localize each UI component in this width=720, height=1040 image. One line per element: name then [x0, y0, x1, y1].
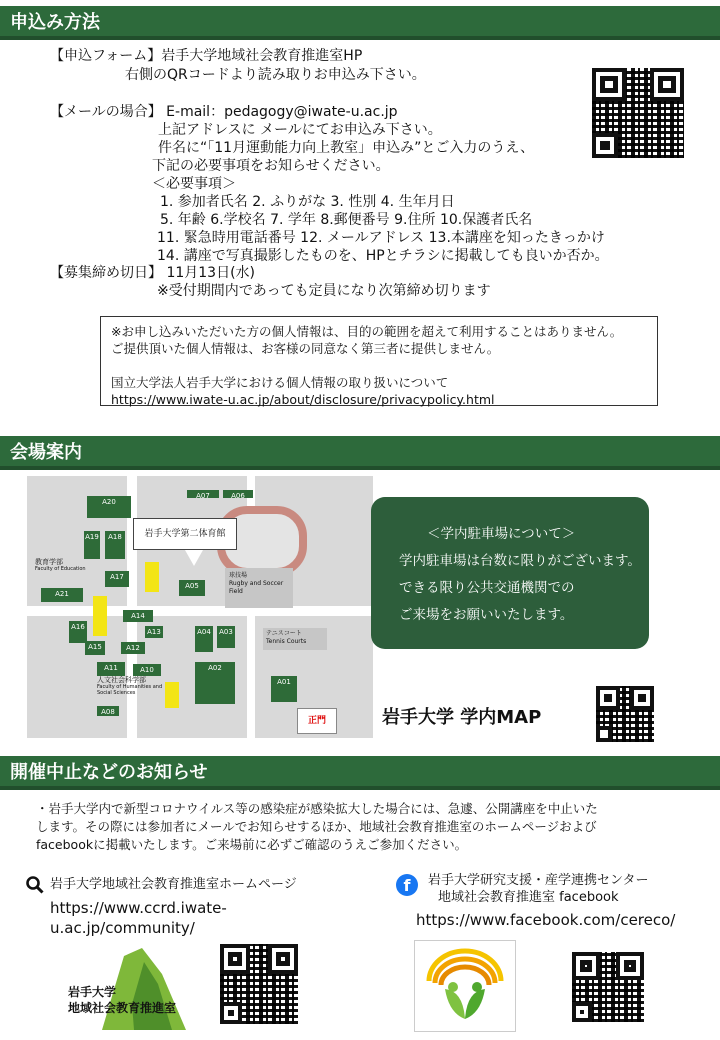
deadline: 【募集締め切日】 11月13日(水)	[50, 265, 256, 281]
privacy-policy-link[interactable]: https://www.iwate-u.ac.jp/about/disclosure/privacypolicy.html	[111, 392, 495, 407]
building-a02: A02	[195, 662, 235, 704]
notice-line-1: ・岩手大学内で新型コロナウイルス等の感染症が感染拡大した場合には、急遽、公開講座を中止いた	[36, 801, 598, 816]
logo-text-1: 岩手大学	[68, 985, 117, 999]
building-a08: A08	[97, 706, 119, 716]
parking-line-3: ご来場をお願いいたします。	[399, 607, 574, 623]
facebook-label-1: 岩手大学研究支援・産学連携センター	[428, 873, 649, 888]
building-a07: A07	[187, 490, 219, 498]
building-a06: A06	[223, 490, 253, 498]
parking-info-box	[371, 497, 649, 649]
building-a15: A15	[85, 641, 105, 655]
building-a18: A18	[105, 531, 125, 559]
campus-map	[27, 476, 373, 738]
search-icon	[26, 876, 44, 894]
form-label: 【申込フォーム】岩手大学地域社会教育推進室HP	[50, 48, 363, 64]
campus-map-qr-code[interactable]	[596, 686, 654, 742]
facebook-icon[interactable]: f	[396, 874, 418, 896]
facebook-label-2: 地域社会教育推進室 facebook	[438, 890, 619, 905]
building-a19: A19	[84, 531, 100, 559]
faculty-edu-label-en: Faculty of Education	[35, 566, 86, 573]
tennis-label: テニスコート	[266, 630, 302, 637]
building-a20: A20	[87, 496, 131, 518]
parking-title: ＜学内駐車場について＞	[427, 526, 576, 542]
yellow-building-1	[93, 596, 107, 636]
center-logo	[414, 940, 516, 1032]
logo-text-2: 地域社会教育推進室	[68, 1001, 177, 1015]
main-gate-label: 正門	[297, 708, 337, 734]
facebook-qr-code[interactable]	[572, 952, 644, 1022]
notice-line-2: します。その際には参加者にメールでお知らせするほか、地域社会教育推進室のホームページおよび	[36, 819, 597, 834]
building-a05: A05	[179, 580, 205, 596]
required-items-1: 1. 参加者氏名 2. ふりがな 3. 性別 4. 生年月日	[160, 194, 455, 210]
facebook-url[interactable]: https://www.facebook.com/cereco/	[416, 911, 676, 929]
homepage-url-line-1[interactable]: https://www.ccrd.iwate-	[50, 899, 227, 917]
homepage-qr-code[interactable]	[220, 944, 298, 1024]
tennis-label-en: Tennis Courts	[266, 637, 307, 645]
privacy-line-1: ※お申し込みいただいた方の個人情報は、目的の範囲を超えて利用することはありません。	[111, 324, 623, 339]
building-a17: A17	[105, 571, 129, 587]
gym-callout: 岩手大学第二体育館	[133, 518, 237, 550]
section-header-venue	[0, 436, 720, 470]
mail-label: 【メールの場合】 E-mail：pedagogy@iwate-u.ac.jp	[50, 104, 398, 120]
homepage-label: 岩手大学地域社会教育推進室ホームページ	[50, 877, 297, 892]
community-logo	[62, 944, 194, 1034]
mail-line-2: 件名に“「11月運動能力向上教室」申込み”とご入力のうえ、	[158, 140, 535, 156]
faculty-edu-label: 教育学部	[35, 558, 63, 566]
field-label: 球技場	[229, 572, 248, 579]
section-title: 申込み方法	[10, 12, 100, 33]
campus-map-label: 岩手大学 学内MAP	[382, 707, 542, 728]
section-title: 会場案内	[10, 442, 82, 463]
privacy-line-3: 国立大学法人岩手大学における個人情報の取り扱いについて	[111, 375, 449, 390]
building-a03: A03	[217, 626, 235, 648]
building-a10: A10	[133, 664, 161, 676]
faculty-hum-label-en: Faculty of Humanities and Social Sciences	[97, 684, 163, 697]
building-a04: A04	[195, 626, 213, 652]
privacy-notice-box	[100, 316, 658, 406]
required-items-4: 14. 講座で写真撮影したものを、HPとチラシに掲載しても良いか否か。	[157, 248, 609, 264]
yellow-building-2	[145, 562, 159, 592]
privacy-line-2: ご提供頂いた個人情報は、お客様の同意なく第三者に提供しません。	[111, 341, 500, 356]
building-a13: A13	[145, 626, 163, 638]
homepage-url-line-2[interactable]: u.ac.jp/community/	[50, 919, 195, 937]
form-qr-code[interactable]	[592, 68, 684, 158]
notice-line-3: facebookに掲載いたします。ご来場前に必ずご確認のうえご参加ください。	[36, 837, 468, 852]
section-header-notice	[0, 756, 720, 790]
building-a11: A11	[97, 662, 125, 676]
building-a16: A16	[69, 621, 87, 643]
building-a14: A14	[123, 610, 153, 622]
parking-line-2: できる限り公共交通機関での	[399, 580, 575, 596]
building-a01: A01	[271, 676, 297, 702]
building-a12: A12	[121, 642, 145, 654]
faculty-hum-label: 人文社会科学部	[97, 676, 146, 684]
building-a21: A21	[41, 588, 83, 602]
required-title: ＜必要事項＞	[152, 176, 236, 192]
field-label-en: Rugby and Soccer Field	[229, 579, 284, 595]
section-header-apply	[0, 6, 720, 40]
required-items-3: 11. 緊急時用電話番号 12. メールアドレス 13.本講座を知ったきっかけ	[157, 230, 605, 246]
required-items-2: 5. 年齢 6.学校名 7. 学年 8.郵便番号 9.住所 10.保護者氏名	[160, 212, 533, 228]
mail-line-1: 上記アドレスに メールにてお申込み下さい。	[158, 122, 442, 138]
deadline-note: ※受付期間内であっても定員になり次第締め切ります	[157, 283, 491, 299]
parking-line-1: 学内駐車場は台数に限りがございます。	[399, 553, 641, 569]
form-desc: 右側のQRコードより読み取りお申込み下さい。	[125, 67, 426, 83]
mail-line-3: 下記の必要事項をお知らせください。	[152, 158, 390, 174]
section-title: 開催中止などのお知らせ	[10, 762, 208, 783]
